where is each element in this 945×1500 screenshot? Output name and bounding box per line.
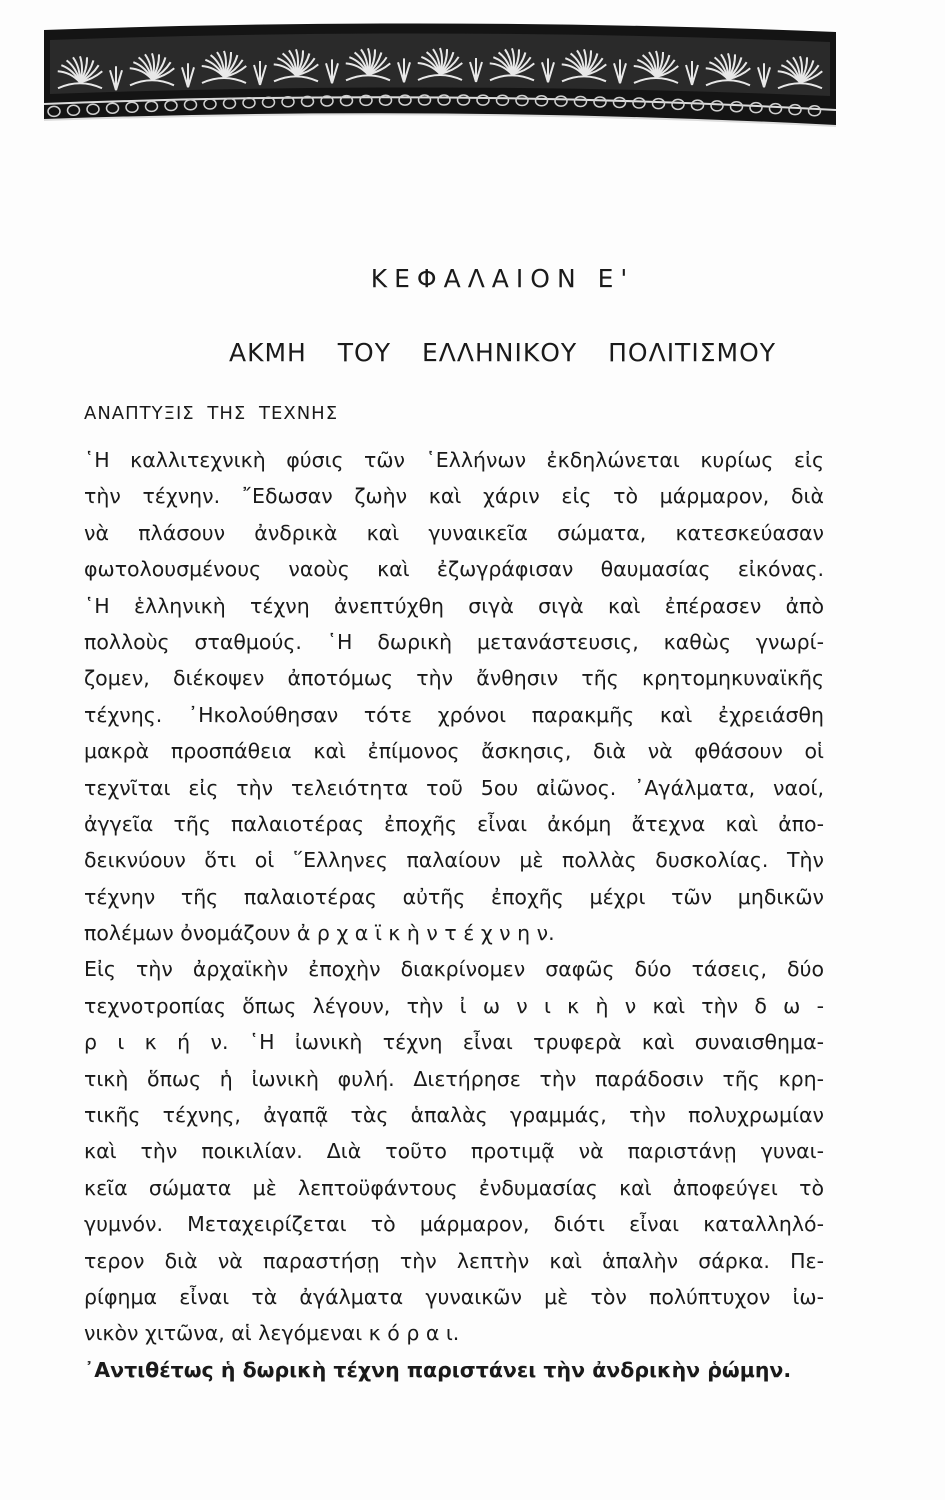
text-line: τεχνοτροπίας ὅπως λέγουν, τὴν ἰ ω ν ι κ ὴ ν καὶ τὴν δ ω -: [84, 993, 824, 1018]
text-line: τὴν τέχνην. ῎Εδωσαν ζωὴν καὶ χάριν εἰς τὸ μάρμαρον, διὰ: [84, 484, 824, 509]
chapter-heading: ΚΕΦΑΛΑΙΟΝ Ε': [370, 264, 635, 293]
text-line: μακρὰ προσπάθεια καὶ ἐπίμονος ἄσκησις, διὰ νὰ φθάσουν οἱ: [84, 739, 824, 764]
text-line: νὰ πλάσουν ἀνδρικὰ καὶ γυναικεῖα σώματα, κατεσκεύασαν: [84, 520, 824, 545]
text-line: δεικνύουν ὅτι οἱ ῞Ελληνες παλαίουν μὲ πολλὰς δυσκολίας. Τὴν: [84, 848, 824, 873]
text-line: πολέμων ὀνομάζουν ἀ ρ χ α ϊ κ ὴ ν τ έ χ ν η ν.: [84, 921, 555, 946]
text-line: ρ ι κ ή ν. ῾Η ἰωνικὴ τέχνη εἶναι τρυφερὰ καὶ συναισθημα-: [84, 1030, 824, 1055]
text-line: νικὸν χιτῶνα, αἱ λεγόμεναι κ ό ρ α ι.: [84, 1321, 460, 1346]
text-line: τικὴ ὅπως ἡ ἰωνικὴ φυλή. Διετήρησε τὴν παράδοσιν τῆς κρη-: [84, 1066, 824, 1091]
text-line: γυμνόν. Μεταχειρίζεται τὸ μάρμαρον, διότι εἶναι καταλληλό-: [84, 1212, 824, 1237]
text-line: πολλοὺς σταθμούς. ῾Η δωρικὴ μετανάστευσις, καθὼς γνωρί-: [84, 629, 824, 654]
text-line: τέχνην τῆς παλαιοτέρας αὐτῆς ἐποχῆς μέχρι τῶν μηδικῶν: [84, 884, 824, 909]
text-line: κεῖα σώματα μὲ λεπτοϋφάντους ἐνδυμασίας καὶ ἀποφεύγει τὸ: [84, 1175, 824, 1200]
section-heading: ΑΝΑΠΤΥΞΙΣ ΤΗΣ ΤΕΧΝΗΣ: [84, 403, 339, 424]
text-line: ῾Η καλλιτεχνικὴ φύσις τῶν ῾Ελλήνων ἐκδηλώνεται κυρίως εἰς: [84, 448, 824, 472]
decorative-palmette-frieze: [44, 22, 836, 140]
text-line: ρίφημα εἶναι τὰ ἀγάλματα γυναικῶν μὲ τὸν πολύπτυχον ἰω-: [84, 1284, 824, 1309]
text-line: ἀγγεῖα τῆς παλαιοτέρας ἐποχῆς εἶναι ἀκόμη ἄτεχνα καὶ ἀπο-: [84, 811, 824, 836]
text-line: ζομεν, διέκοψεν ἀποτόμως τὴν ἄνθησιν τῆς κρητομηκυναϊκῆς: [84, 666, 824, 691]
body-text: [84, 442, 824, 1388]
text-line: τικῆς τέχνης, ἀγαπᾷ τὰς ἁπαλὰς γραμμάς, τὴν πολυχρωμίαν: [84, 1103, 824, 1128]
text-line: τερον διὰ νὰ παραστήσῃ τὴν λεπτὴν καὶ ἁπαλὴν σάρκα. Πε-: [84, 1248, 824, 1273]
chapter-title: ΑΚΜΗ ΤΟΥ ΕΛΛΗΝΙΚΟΥ ΠΟΛΙΤΙΣΜΟΥ: [228, 338, 777, 367]
text-line: τέχνης. ᾿Ηκολούθησαν τότε χρόνοι παρακμῆς καὶ ἐχρειάσθη: [84, 702, 824, 727]
text-line: ᾿Αντιθέτως ἡ δωρικὴ τέχνη παριστάνει τὴν ἀνδρικὴν ῥώμην.: [84, 1357, 792, 1382]
text-line: τεχνῖται εἰς τὴν τελειότητα τοῦ 5ου αἰῶνος. ᾿Αγάλματα, ναοί,: [84, 775, 824, 800]
text-line: ῾Η ἑλληνικὴ τέχνη ἀνεπτύχθη σιγὰ σιγὰ καὶ ἐπέρασεν ἀπὸ: [84, 593, 824, 618]
text-line: καὶ τὴν ποικιλίαν. Διὰ τοῦτο προτιμᾷ νὰ παριστάνῃ γυναι-: [84, 1139, 824, 1164]
text-line: φωτολουσμένους ναοὺς καὶ ἐζωγράφισαν θαυμασίας εἰκόνας.: [84, 557, 824, 582]
text-line: Εἰς τὴν ἀρχαϊκὴν ἐποχὴν διακρίνομεν σαφῶς δύο τάσεις, δύο: [84, 957, 824, 982]
